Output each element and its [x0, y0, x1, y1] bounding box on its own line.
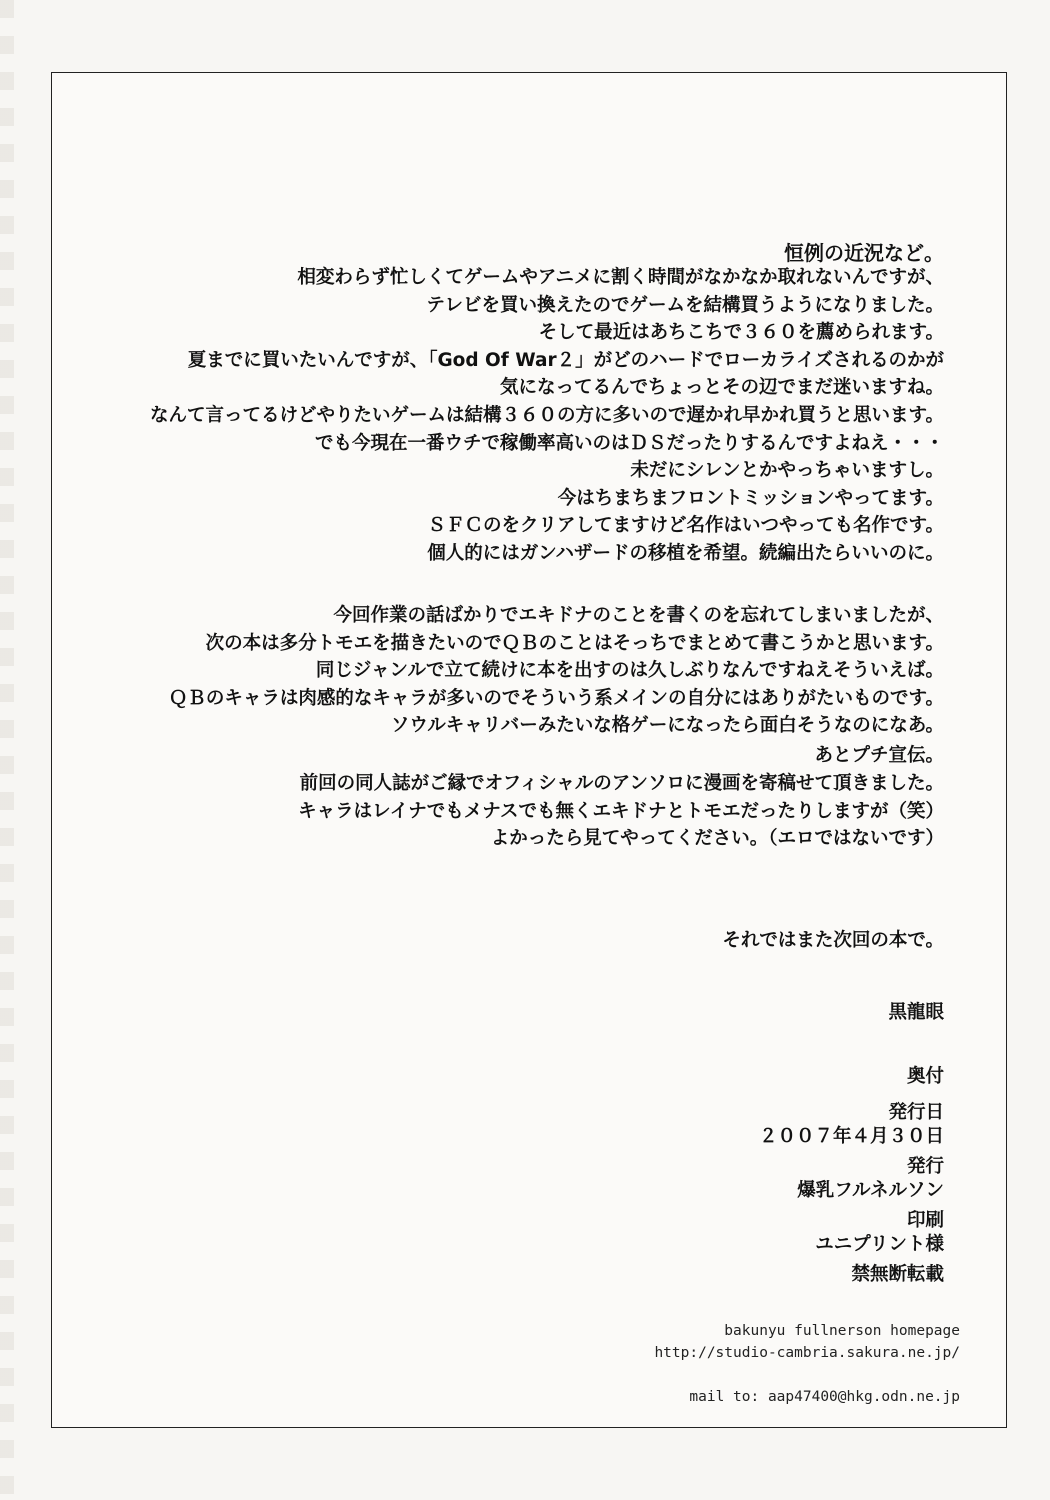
homepage-url: http://studio-cambria.sakura.ne.jp/ — [654, 1345, 960, 1361]
text-line: そして最近はあちこちで３６０を薦められます。 — [538, 322, 944, 344]
text-line: でも今現在一番ウチで稼働率高いのはＤＳだったりするんですよねえ・・・ — [314, 432, 944, 454]
text-line: 未だにシレンとかやっちゃいますし。 — [630, 460, 944, 482]
text-line: テレビを買い換えたのでゲームを結構買うようになりました。 — [426, 294, 944, 316]
afterword-paragraph-2 — [169, 602, 944, 740]
text-line: 同じジャンルで立て続けに本を出すのは久しぶりなんですねえそういえば。 — [315, 660, 944, 682]
contact-links — [654, 1320, 960, 1408]
text-line: ＳＦＣのをクリアしてますけど名作はいつやっても名作です。 — [427, 515, 944, 537]
mail-address: mail to: aap47400@hkg.odn.ne.jp — [689, 1389, 960, 1405]
text-line: ＱＢのキャラは肉感的なキャラが多いのでそういう系メインの自分にはありがたいものです。 — [168, 687, 944, 709]
publisher-label: 発行 — [906, 1156, 944, 1177]
issue-date: ２００７年４月３０日 — [758, 1126, 944, 1147]
text-line: キャラはレイナでもメナスでも無くエキドナとトモエだったりしますが（笑） — [298, 800, 944, 822]
printer: ユニプリント様 — [815, 1234, 944, 1255]
text-line: 気になってるんでちょっとその辺でまだ迷いますね。 — [499, 377, 944, 399]
issue-date-label: 発行日 — [888, 1102, 944, 1123]
author-signature: 黒龍眼 — [888, 1002, 944, 1023]
text-line: 夏までに買いたいんですが、「God Of War２」がどのハードでローカライズされるのかが — [187, 349, 944, 371]
publisher: 爆乳フルネルソン — [797, 1180, 944, 1201]
text-line: あとプチ宣伝。 — [814, 745, 944, 766]
binding-edge — [0, 0, 14, 1500]
homepage-label: bakunyu fullnerson homepage — [724, 1323, 960, 1339]
text-line: よかったら見てやってください。（エロではないです） — [490, 828, 944, 850]
text-line: 前回の同人誌がご縁でオフィシャルのアンソロに漫画を寄稿せて頂きました。 — [299, 772, 944, 794]
text-line: ソウルキャリバーみたいな格ゲーになったら面白そうなのになあ。 — [390, 715, 944, 737]
afterword-paragraph-1 — [150, 264, 944, 568]
text-line: 個人的にはガンハザードの移植を希望。続編出たらいいのに。 — [427, 542, 944, 564]
afterword-heading: 恒例の近況など。 — [784, 241, 944, 265]
text-line: 相変わらず忙しくてゲームやアニメに割く時間がなかなか取れないんですが、 — [297, 267, 944, 288]
reproduction-notice: 禁無断転載 — [851, 1264, 944, 1285]
text-line: 今はちまちまフロントミッションやってます。 — [557, 487, 944, 509]
closing-line: それではまた次回の本で。 — [722, 930, 944, 951]
colophon — [759, 1065, 944, 1287]
colophon-title: 奥付 — [906, 1066, 944, 1087]
text-line: なんて言ってるけどやりたいゲームは結構３６０の方に多いので遅かれ早かれ買うと思います。 — [149, 404, 944, 426]
afterword-paragraph-3 — [298, 742, 944, 853]
printer-label: 印刷 — [906, 1210, 944, 1231]
text-line: 次の本は多分トモエを描きたいのでＱＢのことはそっちでまとめて書こうかと思います。 — [205, 632, 944, 654]
text-line: 今回作業の話ばかりでエキドナのことを書くのを忘れてしまいましたが、 — [333, 605, 944, 626]
